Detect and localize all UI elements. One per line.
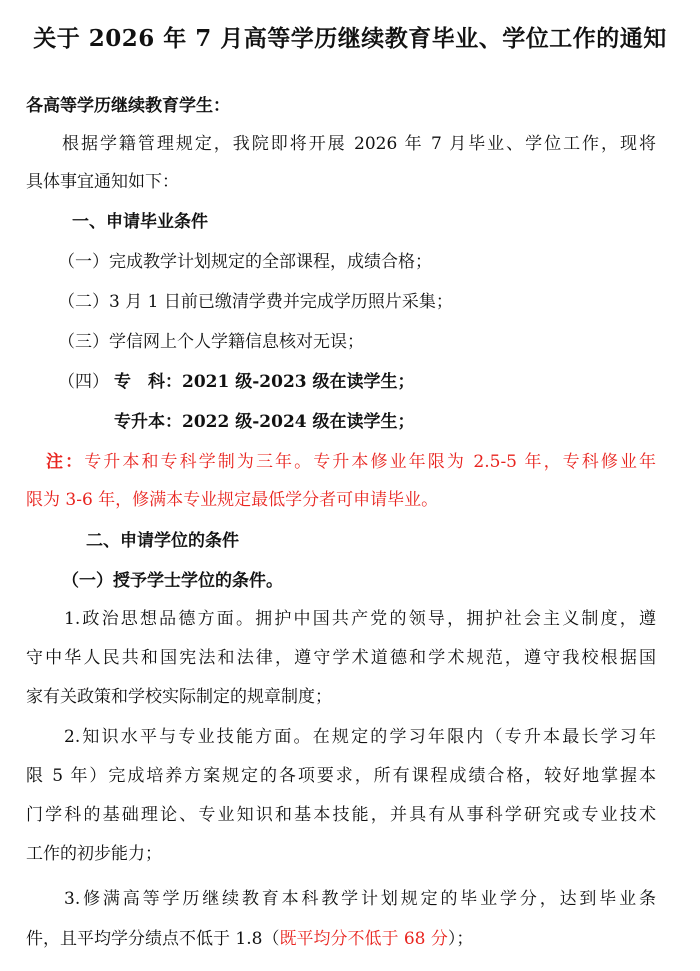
p3-line-1: 3.修满高等学历继续教育本科教学计划规定的毕业学分，达到毕业条 xyxy=(64,889,656,909)
p1-line-3: 家有关政策和学校实际制定的规章制度； xyxy=(26,687,332,707)
section1-item-4-prefix: （四） xyxy=(58,372,109,392)
intro-line-1: 根据学籍管理规定，我院即将开展 2026 年 7 月毕业、学位工作，现将 xyxy=(62,134,656,154)
p3-highlight: 既平均分不低于 68 分 xyxy=(279,929,448,949)
section2-heading: 二、申请学位的条件 xyxy=(86,531,239,551)
document-title: 关于 2026 年 7 月高等学历继续教育毕业、学位工作的通知 xyxy=(33,25,667,52)
note-line-2: 限为 3-6 年，修满本专业规定最低学分者可申请毕业。 xyxy=(26,490,439,510)
note-text-1: 专升本和专科学制为三年。专升本修业年限为 2.5-5 年，专科修业年 xyxy=(84,452,657,472)
p1-line-2: 守中华人民共和国宪法和法律，遵守学术道德和学术规范，遵守我校根据国 xyxy=(26,648,656,668)
p2-line-2: 限 5 年）完成培养方案规定的各项要求，所有课程成绩合格，较好地掌握本 xyxy=(26,766,656,786)
p3-line-2-text: 件，且平均学分绩点不低于 1.8（ xyxy=(26,929,280,949)
section1-heading: 一、申请毕业条件 xyxy=(72,212,208,232)
p2-line-4: 工作的初步能力； xyxy=(26,844,162,864)
section1-item-3: （三）学信网上个人学籍信息核对无误； xyxy=(58,332,364,352)
p3-line-2-end: ）； xyxy=(447,929,474,949)
p2-line-3: 门学科的基础理论、专业知识和基本技能，并具有从事科学研究或专业技术 xyxy=(26,805,656,825)
note-line-1 xyxy=(46,452,656,472)
section2-sub-heading: （一）授予学士学位的条件。 xyxy=(62,571,283,591)
section1-item-1: （一）完成教学计划规定的全部课程，成绩合格； xyxy=(58,252,432,272)
salutation: 各高等学历继续教育学生： xyxy=(26,96,230,116)
p3-line-2 xyxy=(26,929,473,949)
section1-item-2: （二）3 月 1 日前已缴清学费并完成学历照片采集； xyxy=(58,292,453,312)
p1-line-1: 1.政治思想品德方面。拥护中国共产党的领导，拥护社会主义制度，遵 xyxy=(64,609,656,629)
note-label: 注： xyxy=(46,452,85,472)
intro-line-2: 具体事宜通知如下： xyxy=(26,172,179,192)
section1-item-4-line-2: 专升本：2022 级-2024 级在读学生； xyxy=(114,412,415,432)
p2-line-1: 2.知识水平与专业技能方面。在规定的学习年限内（专升本最长学习年 xyxy=(64,727,656,747)
section1-item-4-line-1: 专 科：2021 级-2023 级在读学生； xyxy=(114,372,415,392)
